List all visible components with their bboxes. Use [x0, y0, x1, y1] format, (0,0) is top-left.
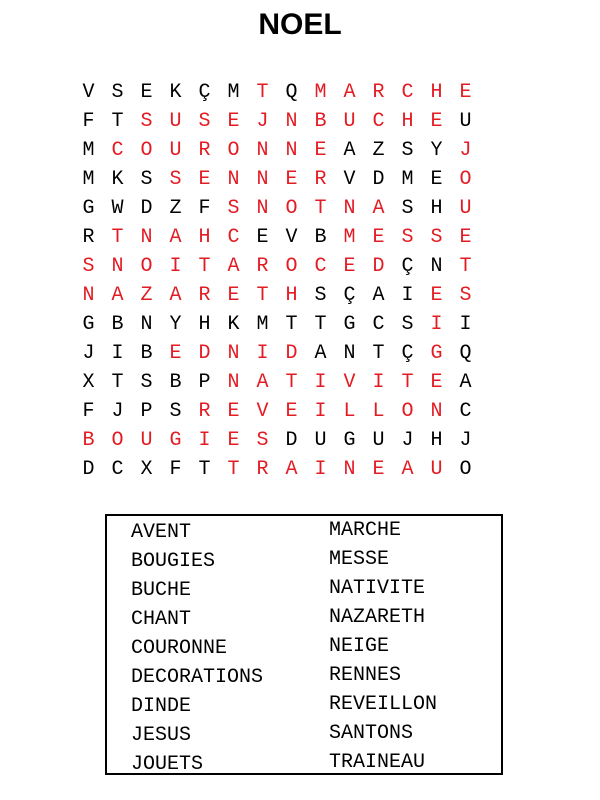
grid-cell[interactable]: N — [256, 139, 269, 162]
grid-cell[interactable]: T — [285, 313, 298, 336]
grid-cell[interactable]: C — [372, 110, 385, 133]
grid-cell[interactable]: Q — [285, 81, 298, 104]
grid-cell[interactable]: B — [169, 371, 182, 394]
grid-cell[interactable]: T — [111, 110, 124, 133]
grid-cell[interactable]: E — [140, 81, 153, 104]
grid-cell[interactable]: N — [343, 197, 356, 220]
grid-cell[interactable]: S — [430, 226, 443, 249]
grid-cell[interactable]: P — [140, 400, 153, 423]
grid-cell[interactable]: U — [169, 110, 182, 133]
grid-cell[interactable]: B — [314, 110, 327, 133]
grid-cell[interactable]: Z — [169, 197, 182, 220]
word-item: NEIGE — [329, 635, 390, 658]
grid-cell[interactable]: E — [198, 168, 211, 191]
grid-cell[interactable]: N — [140, 313, 153, 336]
grid-cell[interactable]: A — [343, 139, 356, 162]
grid-cell[interactable]: C — [227, 226, 240, 249]
grid-cell[interactable]: S — [140, 168, 153, 191]
grid-cell[interactable]: S — [169, 168, 182, 191]
grid-cell[interactable]: E — [459, 81, 472, 104]
grid-cell[interactable]: I — [256, 342, 269, 365]
grid-cell[interactable]: E — [285, 400, 298, 423]
grid-cell[interactable]: R — [198, 284, 211, 307]
grid-cell[interactable]: G — [82, 313, 95, 336]
grid-cell[interactable]: O — [140, 255, 153, 278]
grid-cell[interactable]: A — [285, 458, 298, 481]
grid-cell[interactable]: H — [285, 284, 298, 307]
grid-cell[interactable]: M — [314, 81, 327, 104]
grid-cell[interactable]: Z — [140, 284, 153, 307]
grid-cell[interactable]: N — [430, 255, 443, 278]
grid-cell[interactable]: R — [372, 81, 385, 104]
grid-cell[interactable]: Y — [430, 139, 443, 162]
grid-cell[interactable]: N — [140, 226, 153, 249]
grid-cell[interactable]: O — [459, 168, 472, 191]
grid-cell[interactable]: Y — [169, 313, 182, 336]
grid-cell[interactable]: D — [140, 197, 153, 220]
grid-cell[interactable]: N — [256, 197, 269, 220]
grid-cell[interactable]: A — [372, 197, 385, 220]
grid-cell[interactable]: I — [430, 313, 443, 336]
grid-cell[interactable]: R — [314, 168, 327, 191]
grid-cell[interactable]: G — [343, 429, 356, 452]
grid-cell[interactable]: O — [401, 400, 414, 423]
word-item: COURONNE — [131, 637, 228, 660]
grid-cell[interactable]: I — [111, 342, 124, 365]
grid-cell[interactable]: X — [140, 458, 153, 481]
grid-cell[interactable]: G — [430, 342, 443, 365]
grid-cell[interactable]: U — [430, 458, 443, 481]
word-list-box — [105, 514, 503, 775]
grid-cell[interactable]: R — [256, 255, 269, 278]
word-item: MARCHE — [329, 519, 402, 542]
grid-cell[interactable]: E — [372, 226, 385, 249]
grid-cell[interactable]: S — [459, 284, 472, 307]
grid-cell[interactable]: C — [372, 313, 385, 336]
grid-cell[interactable]: A — [401, 458, 414, 481]
grid-cell[interactable]: P — [198, 371, 211, 394]
grid-cell[interactable]: R — [82, 226, 95, 249]
grid-cell[interactable]: G — [343, 313, 356, 336]
grid-cell[interactable]: M — [82, 168, 95, 191]
grid-cell[interactable]: B — [82, 429, 95, 452]
grid-cell[interactable]: C — [401, 81, 414, 104]
word-item: SANTONS — [329, 722, 414, 745]
grid-cell[interactable]: S — [401, 226, 414, 249]
grid-cell[interactable]: V — [82, 81, 95, 104]
puzzle-title: NOEL — [258, 8, 342, 41]
grid-cell[interactable]: F — [82, 400, 95, 423]
grid-cell[interactable]: E — [459, 226, 472, 249]
word-item: JESUS — [131, 724, 192, 747]
grid-cell[interactable]: L — [343, 400, 356, 423]
word-list-left-column — [131, 518, 263, 779]
grid-cell[interactable]: M — [343, 226, 356, 249]
grid-cell[interactable]: E — [430, 284, 443, 307]
grid-cell[interactable]: N — [343, 342, 356, 365]
grid-cell[interactable]: D — [285, 429, 298, 452]
grid-cell[interactable]: S — [198, 110, 211, 133]
grid-cell[interactable]: F — [82, 110, 95, 133]
grid-cell[interactable]: J — [459, 429, 472, 452]
grid-cell[interactable]: E — [372, 458, 385, 481]
grid-cell[interactable]: Z — [372, 139, 385, 162]
grid-cell[interactable]: N — [111, 255, 124, 278]
grid-cell[interactable]: H — [401, 110, 414, 133]
grid-cell[interactable]: A — [314, 342, 327, 365]
grid-cell[interactable]: T — [227, 458, 240, 481]
grid-cell[interactable]: U — [343, 110, 356, 133]
grid-cell[interactable]: R — [256, 458, 269, 481]
word-item: NAZARETH — [329, 606, 426, 629]
word-item: MESSE — [329, 548, 390, 571]
grid-cell[interactable]: C — [459, 400, 472, 423]
grid-cell[interactable]: J — [459, 139, 472, 162]
grid-cell[interactable]: V — [343, 168, 356, 191]
word-item: REVEILLON — [329, 693, 438, 716]
grid-cell[interactable]: A — [111, 284, 124, 307]
grid-cell[interactable]: D — [198, 342, 211, 365]
grid-cell[interactable]: F — [169, 458, 182, 481]
grid-cell[interactable]: K — [227, 313, 240, 336]
grid-cell[interactable]: M — [82, 139, 95, 162]
grid-cell[interactable]: Ç — [401, 342, 414, 365]
grid-cell[interactable]: H — [198, 313, 211, 336]
grid-cell[interactable]: S — [82, 255, 95, 278]
grid-cell[interactable]: B — [140, 342, 153, 365]
word-item: CHANT — [131, 608, 192, 631]
grid-cell[interactable]: T — [372, 342, 385, 365]
grid-cell[interactable]: U — [459, 197, 472, 220]
grid-cell[interactable]: T — [459, 255, 472, 278]
grid-cell[interactable]: O — [111, 429, 124, 452]
word-item: DINDE — [131, 695, 192, 718]
grid-cell[interactable]: C — [314, 255, 327, 278]
grid-cell[interactable]: I — [314, 371, 327, 394]
grid-cell[interactable]: A — [169, 226, 182, 249]
grid-cell[interactable]: N — [82, 284, 95, 307]
grid-cell[interactable]: T — [314, 313, 327, 336]
grid-cell[interactable]: J — [256, 110, 269, 133]
grid-cell[interactable]: E — [343, 255, 356, 278]
grid-cell[interactable]: R — [198, 139, 211, 162]
grid-cell[interactable]: S — [256, 429, 269, 452]
grid-cell[interactable]: U — [169, 139, 182, 162]
grid-cell[interactable]: I — [459, 313, 472, 336]
grid-cell[interactable]: G — [82, 197, 95, 220]
grid-cell[interactable]: O — [285, 197, 298, 220]
grid-cell[interactable]: N — [343, 458, 356, 481]
grid-cell[interactable]: I — [314, 458, 327, 481]
grid-cell[interactable]: E — [227, 284, 240, 307]
grid-cell[interactable]: S — [227, 197, 240, 220]
grid-cell[interactable]: O — [459, 458, 472, 481]
word-item: JOUETS — [131, 753, 204, 776]
grid-cell[interactable]: M — [256, 313, 269, 336]
grid-cell[interactable]: N — [227, 168, 240, 191]
grid-cell[interactable]: L — [372, 400, 385, 423]
word-item: NATIVITE — [329, 577, 426, 600]
grid-cell[interactable]: E — [314, 139, 327, 162]
grid-cell[interactable]: C — [111, 458, 124, 481]
grid-cell[interactable]: J — [401, 429, 414, 452]
grid-cell[interactable]: J — [111, 400, 124, 423]
grid-cell[interactable]: S — [111, 81, 124, 104]
grid-cell[interactable]: S — [314, 284, 327, 307]
grid-cell[interactable]: W — [111, 197, 124, 220]
grid-cell[interactable]: A — [343, 81, 356, 104]
grid-cell[interactable]: E — [256, 226, 269, 249]
word-item: TRAINEAU — [329, 751, 426, 774]
grid-cell[interactable]: D — [372, 255, 385, 278]
grid-cell[interactable]: E — [227, 429, 240, 452]
grid-cell[interactable]: S — [169, 400, 182, 423]
grid-cell[interactable]: Q — [459, 342, 472, 365]
grid-cell[interactable]: T — [401, 371, 414, 394]
grid-cell[interactable]: E — [169, 342, 182, 365]
grid-cell[interactable]: E — [285, 168, 298, 191]
grid-cell[interactable]: Ç — [343, 284, 356, 307]
grid-cell[interactable]: D — [82, 458, 95, 481]
grid-cell[interactable]: G — [169, 429, 182, 452]
grid-cell[interactable]: E — [430, 168, 443, 191]
grid-cell[interactable]: H — [198, 226, 211, 249]
grid-cell[interactable]: I — [401, 284, 414, 307]
grid-cell[interactable]: X — [82, 371, 95, 394]
word-item: BOUGIES — [131, 550, 216, 573]
grid-cell[interactable]: D — [285, 342, 298, 365]
grid-cell[interactable]: I — [314, 400, 327, 423]
word-item: RENNES — [329, 664, 402, 687]
grid-cell[interactable]: T — [111, 226, 124, 249]
grid-cell[interactable]: S — [140, 371, 153, 394]
grid-cell[interactable]: K — [111, 168, 124, 191]
grid-cell[interactable]: M — [227, 81, 240, 104]
grid-cell[interactable]: U — [314, 429, 327, 452]
grid-cell[interactable]: V — [256, 400, 269, 423]
grid-cell[interactable]: A — [169, 284, 182, 307]
grid-cell[interactable]: I — [198, 429, 211, 452]
grid-cell[interactable]: T — [111, 371, 124, 394]
grid-cell[interactable]: V — [343, 371, 356, 394]
grid-cell[interactable]: U — [140, 429, 153, 452]
grid-cell[interactable]: T — [256, 284, 269, 307]
grid-cell[interactable]: O — [285, 255, 298, 278]
grid-cell[interactable]: I — [372, 371, 385, 394]
grid-cell[interactable]: U — [459, 110, 472, 133]
grid-cell[interactable]: O — [227, 139, 240, 162]
grid-cell[interactable]: I — [169, 255, 182, 278]
grid-cell[interactable]: N — [227, 342, 240, 365]
grid-cell[interactable]: N — [227, 371, 240, 394]
grid-cell[interactable]: R — [198, 400, 211, 423]
grid-cell[interactable]: B — [111, 313, 124, 336]
grid-cell[interactable]: V — [285, 226, 298, 249]
grid-cell[interactable]: T — [256, 81, 269, 104]
grid-cell[interactable]: C — [111, 139, 124, 162]
grid-cell[interactable]: N — [285, 139, 298, 162]
grid-cell[interactable]: E — [227, 110, 240, 133]
word-item: AVENT — [131, 521, 192, 544]
grid-cell[interactable]: E — [430, 371, 443, 394]
grid-cell[interactable]: S — [140, 110, 153, 133]
grid-cell[interactable]: T — [314, 197, 327, 220]
grid-cell[interactable]: H — [430, 429, 443, 452]
grid-cell[interactable]: H — [430, 81, 443, 104]
grid-cell[interactable]: J — [82, 342, 95, 365]
grid-cell[interactable]: T — [285, 371, 298, 394]
grid-cell[interactable]: S — [401, 139, 414, 162]
word-item: BUCHE — [131, 579, 192, 602]
grid-cell[interactable]: T — [198, 458, 211, 481]
grid-cell[interactable]: E — [227, 400, 240, 423]
grid-cell[interactable]: N — [285, 110, 298, 133]
word-item: DECORATIONS — [131, 666, 264, 689]
grid-cell[interactable]: N — [430, 400, 443, 423]
grid-cell[interactable]: A — [256, 371, 269, 394]
grid-cell[interactable]: A — [459, 371, 472, 394]
grid-cell[interactable]: M — [401, 168, 414, 191]
grid-cell[interactable]: Ç — [401, 255, 414, 278]
grid-cell[interactable]: A — [372, 284, 385, 307]
grid-cell[interactable]: Ç — [198, 81, 211, 104]
grid-cell[interactable]: N — [256, 168, 269, 191]
word-list-right-column — [329, 516, 437, 777]
grid-cell[interactable]: O — [140, 139, 153, 162]
grid-cell[interactable]: D — [372, 168, 385, 191]
grid-cell[interactable]: E — [430, 110, 443, 133]
grid-cell[interactable]: F — [198, 197, 211, 220]
grid-cell[interactable]: U — [372, 429, 385, 452]
grid-cell[interactable]: S — [401, 197, 414, 220]
grid-cell[interactable]: H — [430, 197, 443, 220]
grid-cell[interactable]: T — [198, 255, 211, 278]
grid-cell[interactable]: B — [314, 226, 327, 249]
grid-cell[interactable]: A — [227, 255, 240, 278]
grid-cell[interactable]: K — [169, 81, 182, 104]
grid-cell[interactable]: S — [401, 313, 414, 336]
